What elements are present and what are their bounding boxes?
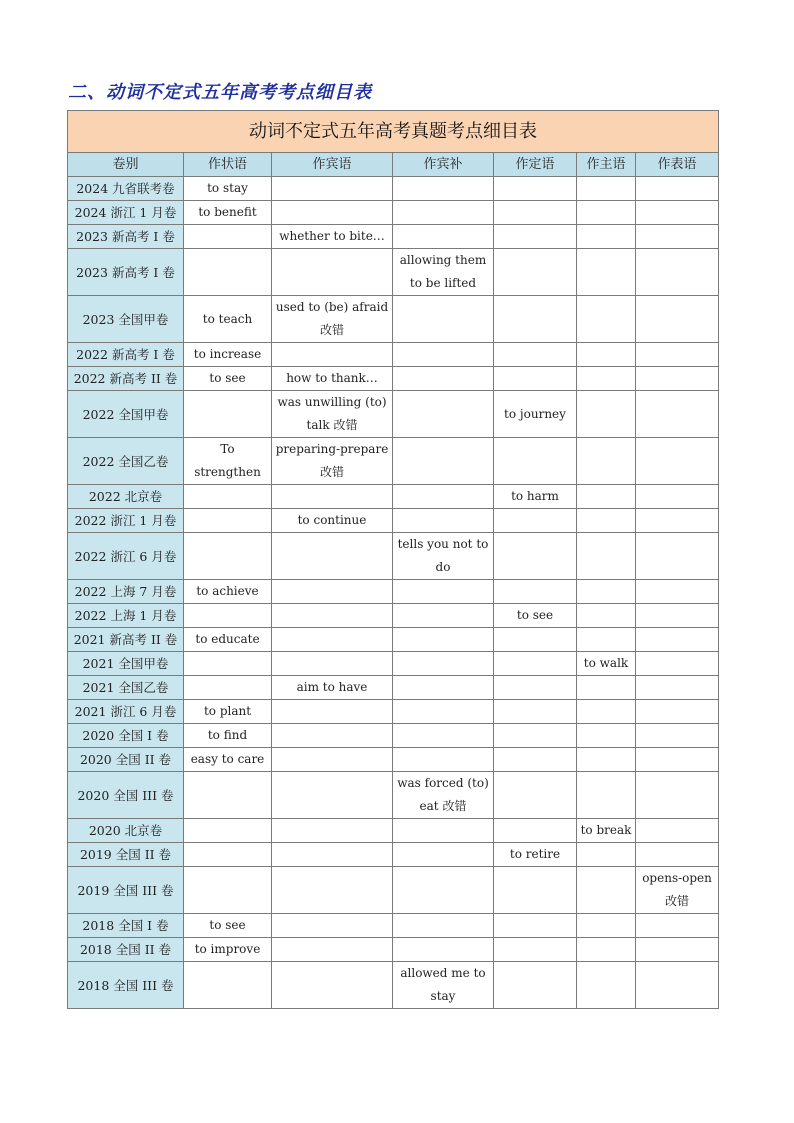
table-cell xyxy=(636,391,719,438)
table-cell: to journey xyxy=(494,391,577,438)
table-cell: to see xyxy=(494,604,577,628)
table-cell xyxy=(393,652,494,676)
table-cell: to continue xyxy=(272,509,393,533)
table-body xyxy=(68,177,719,1009)
table-row xyxy=(68,533,719,580)
table-cell: to break xyxy=(577,819,636,843)
table-cell xyxy=(636,343,719,367)
table-cell xyxy=(393,676,494,700)
table-cell xyxy=(636,962,719,1009)
table-cell xyxy=(577,843,636,867)
table-cell xyxy=(272,201,393,225)
table-cell xyxy=(636,938,719,962)
table-cell: to retire xyxy=(494,843,577,867)
table-cell xyxy=(393,391,494,438)
table-cell xyxy=(184,249,272,296)
table-cell xyxy=(636,296,719,343)
table-cell xyxy=(494,580,577,604)
row-label: 2021 浙江 6 月卷 xyxy=(68,700,184,724)
table-row xyxy=(68,604,719,628)
table-cell xyxy=(272,343,393,367)
table-cell xyxy=(577,676,636,700)
table-cell xyxy=(636,628,719,652)
row-label: 2020 北京卷 xyxy=(68,819,184,843)
table-cell: to harm xyxy=(494,485,577,509)
table-row xyxy=(68,914,719,938)
column-header-attributive: 作定语 xyxy=(494,153,577,177)
table-cell xyxy=(272,485,393,509)
row-label: 2022 浙江 6 月卷 xyxy=(68,533,184,580)
table-cell: opens-open 改错 xyxy=(636,867,719,914)
table-cell: to plant xyxy=(184,700,272,724)
table-cell xyxy=(577,748,636,772)
table-cell: preparing-prepare 改错 xyxy=(272,438,393,485)
table-cell xyxy=(393,604,494,628)
table-cell xyxy=(494,628,577,652)
table-cell xyxy=(577,867,636,914)
table-cell: aim to have xyxy=(272,676,393,700)
table-title-row xyxy=(68,111,719,153)
table-cell xyxy=(636,580,719,604)
table-cell xyxy=(393,343,494,367)
table-cell xyxy=(494,343,577,367)
table-cell xyxy=(577,533,636,580)
table-row xyxy=(68,438,719,485)
row-label: 2022 新高考 I 卷 xyxy=(68,343,184,367)
table-cell: to benefit xyxy=(184,201,272,225)
table-cell xyxy=(393,914,494,938)
table-cell xyxy=(272,628,393,652)
table-cell xyxy=(393,938,494,962)
row-label: 2022 全国乙卷 xyxy=(68,438,184,485)
table-cell xyxy=(577,580,636,604)
table-cell xyxy=(494,438,577,485)
table-cell xyxy=(494,509,577,533)
table-cell xyxy=(636,177,719,201)
table-cell xyxy=(636,700,719,724)
table-cell xyxy=(494,700,577,724)
row-label: 2018 全国 II 卷 xyxy=(68,938,184,962)
table-cell: tells you not to do xyxy=(393,533,494,580)
table-cell: easy to care xyxy=(184,748,272,772)
table-cell xyxy=(494,225,577,249)
table-cell xyxy=(636,249,719,296)
row-label: 2023 新高考 I 卷 xyxy=(68,249,184,296)
table-cell xyxy=(272,177,393,201)
row-label: 2021 新高考 II 卷 xyxy=(68,628,184,652)
table-cell xyxy=(636,772,719,819)
table-cell xyxy=(393,225,494,249)
table-row xyxy=(68,367,719,391)
table-cell xyxy=(272,533,393,580)
table-row xyxy=(68,391,719,438)
table-cell xyxy=(272,962,393,1009)
table-row xyxy=(68,772,719,819)
table-cell xyxy=(636,367,719,391)
table-cell xyxy=(636,652,719,676)
table-cell xyxy=(393,485,494,509)
table-title: 动词不定式五年高考真题考点细目表 xyxy=(68,111,719,153)
table-cell xyxy=(577,700,636,724)
table-cell xyxy=(393,438,494,485)
table-cell xyxy=(577,177,636,201)
table-row xyxy=(68,962,719,1009)
table-cell xyxy=(577,343,636,367)
column-header-paper: 卷别 xyxy=(68,153,184,177)
row-label: 2023 新高考 I 卷 xyxy=(68,225,184,249)
table-row xyxy=(68,296,719,343)
table-cell xyxy=(636,676,719,700)
table-cell xyxy=(636,843,719,867)
table-cell xyxy=(577,367,636,391)
row-label: 2018 全国 I 卷 xyxy=(68,914,184,938)
row-label: 2018 全国 III 卷 xyxy=(68,962,184,1009)
table-cell xyxy=(272,652,393,676)
table-cell xyxy=(272,748,393,772)
row-label: 2022 全国甲卷 xyxy=(68,391,184,438)
table-cell xyxy=(393,296,494,343)
table-cell xyxy=(494,914,577,938)
table-cell xyxy=(636,914,719,938)
table-cell xyxy=(636,438,719,485)
table-cell xyxy=(393,177,494,201)
table-cell xyxy=(272,867,393,914)
table-cell xyxy=(393,724,494,748)
table-cell xyxy=(636,604,719,628)
table-cell xyxy=(494,177,577,201)
table-cell: to teach xyxy=(184,296,272,343)
infinitive-exam-table xyxy=(67,110,719,1009)
row-label: 2020 全国 III 卷 xyxy=(68,772,184,819)
row-label: 2019 全国 III 卷 xyxy=(68,867,184,914)
table-cell xyxy=(184,819,272,843)
table-cell xyxy=(184,485,272,509)
table-row xyxy=(68,724,719,748)
table-cell xyxy=(636,748,719,772)
table-cell xyxy=(494,724,577,748)
table-cell: to walk xyxy=(577,652,636,676)
table-cell xyxy=(636,485,719,509)
table-cell xyxy=(494,249,577,296)
row-label: 2022 新高考 II 卷 xyxy=(68,367,184,391)
table-cell: how to thank… xyxy=(272,367,393,391)
table-cell xyxy=(272,249,393,296)
table-cell xyxy=(272,843,393,867)
table-row xyxy=(68,748,719,772)
table-row xyxy=(68,843,719,867)
table-cell xyxy=(494,296,577,343)
table-cell xyxy=(393,748,494,772)
table-cell xyxy=(184,533,272,580)
row-label: 2024 浙江 1 月卷 xyxy=(68,201,184,225)
row-label: 2022 上海 1 月卷 xyxy=(68,604,184,628)
table-cell xyxy=(494,748,577,772)
table-cell: to see xyxy=(184,367,272,391)
table-cell xyxy=(494,938,577,962)
row-label: 2020 全国 II 卷 xyxy=(68,748,184,772)
table-row xyxy=(68,509,719,533)
table-cell xyxy=(184,843,272,867)
section-heading: 二、动词不定式五年高考考点细目表 xyxy=(68,82,372,103)
table-row xyxy=(68,628,719,652)
table-cell: to achieve xyxy=(184,580,272,604)
row-label: 2020 全国 I 卷 xyxy=(68,724,184,748)
table-cell xyxy=(272,580,393,604)
table-cell xyxy=(494,652,577,676)
table-cell xyxy=(577,485,636,509)
table-cell xyxy=(494,867,577,914)
table-cell xyxy=(184,509,272,533)
table-cell xyxy=(494,676,577,700)
table-cell: To strengthen xyxy=(184,438,272,485)
table-cell xyxy=(184,772,272,819)
table-cell xyxy=(272,819,393,843)
table-cell xyxy=(184,225,272,249)
row-label: 2022 上海 7 月卷 xyxy=(68,580,184,604)
table-row xyxy=(68,938,719,962)
table-row xyxy=(68,819,719,843)
table-cell xyxy=(494,772,577,819)
table-cell xyxy=(184,867,272,914)
table-cell xyxy=(393,819,494,843)
table-cell xyxy=(636,533,719,580)
table-row xyxy=(68,700,719,724)
table-cell xyxy=(184,962,272,1009)
table-cell xyxy=(393,843,494,867)
table-cell: to increase xyxy=(184,343,272,367)
table-row xyxy=(68,225,719,249)
row-label: 2023 全国甲卷 xyxy=(68,296,184,343)
table-cell xyxy=(393,509,494,533)
table-cell xyxy=(577,225,636,249)
table-cell xyxy=(272,604,393,628)
table-cell: to stay xyxy=(184,177,272,201)
column-header-object: 作宾语 xyxy=(272,153,393,177)
column-header-predicative: 作表语 xyxy=(636,153,719,177)
table-cell: whether to bite… xyxy=(272,225,393,249)
table-cell xyxy=(272,772,393,819)
table-cell xyxy=(184,652,272,676)
table-row xyxy=(68,676,719,700)
row-label: 2022 浙江 1 月卷 xyxy=(68,509,184,533)
table-row xyxy=(68,249,719,296)
column-header-adverbial: 作状语 xyxy=(184,153,272,177)
table-cell xyxy=(577,296,636,343)
row-label: 2019 全国 II 卷 xyxy=(68,843,184,867)
table-cell xyxy=(577,962,636,1009)
table-cell: was unwilling (to) talk 改错 xyxy=(272,391,393,438)
table-cell xyxy=(393,867,494,914)
table-cell xyxy=(184,676,272,700)
table-cell: used to (be) afraid 改错 xyxy=(272,296,393,343)
table-cell: to improve xyxy=(184,938,272,962)
row-label: 2021 全国乙卷 xyxy=(68,676,184,700)
table-cell xyxy=(494,201,577,225)
table-header-row xyxy=(68,153,719,177)
table-row xyxy=(68,201,719,225)
table-cell xyxy=(577,724,636,748)
table-cell xyxy=(577,391,636,438)
table-cell xyxy=(184,604,272,628)
table-cell xyxy=(577,201,636,225)
table-cell xyxy=(272,938,393,962)
table-cell: to find xyxy=(184,724,272,748)
table-cell xyxy=(393,700,494,724)
table-row xyxy=(68,867,719,914)
table-cell xyxy=(577,604,636,628)
table-cell xyxy=(393,367,494,391)
table-cell xyxy=(636,509,719,533)
table-cell xyxy=(636,819,719,843)
row-label: 2024 九省联考卷 xyxy=(68,177,184,201)
table-cell xyxy=(393,628,494,652)
table-cell xyxy=(577,772,636,819)
table-cell xyxy=(393,201,494,225)
table-row xyxy=(68,652,719,676)
table-cell: to educate xyxy=(184,628,272,652)
table-cell: was forced (to) eat 改错 xyxy=(393,772,494,819)
table-cell xyxy=(393,580,494,604)
table-cell xyxy=(577,438,636,485)
table-cell xyxy=(184,391,272,438)
column-header-object-complement: 作宾补 xyxy=(393,153,494,177)
table-row xyxy=(68,343,719,367)
table-cell xyxy=(577,249,636,296)
table-cell: to see xyxy=(184,914,272,938)
table-cell: allowed me to stay xyxy=(393,962,494,1009)
table-cell xyxy=(636,724,719,748)
table-cell xyxy=(272,914,393,938)
table-cell xyxy=(494,962,577,1009)
table-cell xyxy=(272,724,393,748)
table-cell xyxy=(272,700,393,724)
table-cell xyxy=(577,938,636,962)
table-cell: allowing them to be lifted xyxy=(393,249,494,296)
column-header-subject: 作主语 xyxy=(577,153,636,177)
table-row xyxy=(68,485,719,509)
table-cell xyxy=(494,533,577,580)
row-label: 2021 全国甲卷 xyxy=(68,652,184,676)
table-cell xyxy=(636,225,719,249)
table-cell xyxy=(494,819,577,843)
table-cell xyxy=(577,509,636,533)
row-label: 2022 北京卷 xyxy=(68,485,184,509)
table-row xyxy=(68,580,719,604)
table-cell xyxy=(636,201,719,225)
table-cell xyxy=(577,628,636,652)
table-row xyxy=(68,177,719,201)
table-cell xyxy=(494,367,577,391)
table-cell xyxy=(577,914,636,938)
